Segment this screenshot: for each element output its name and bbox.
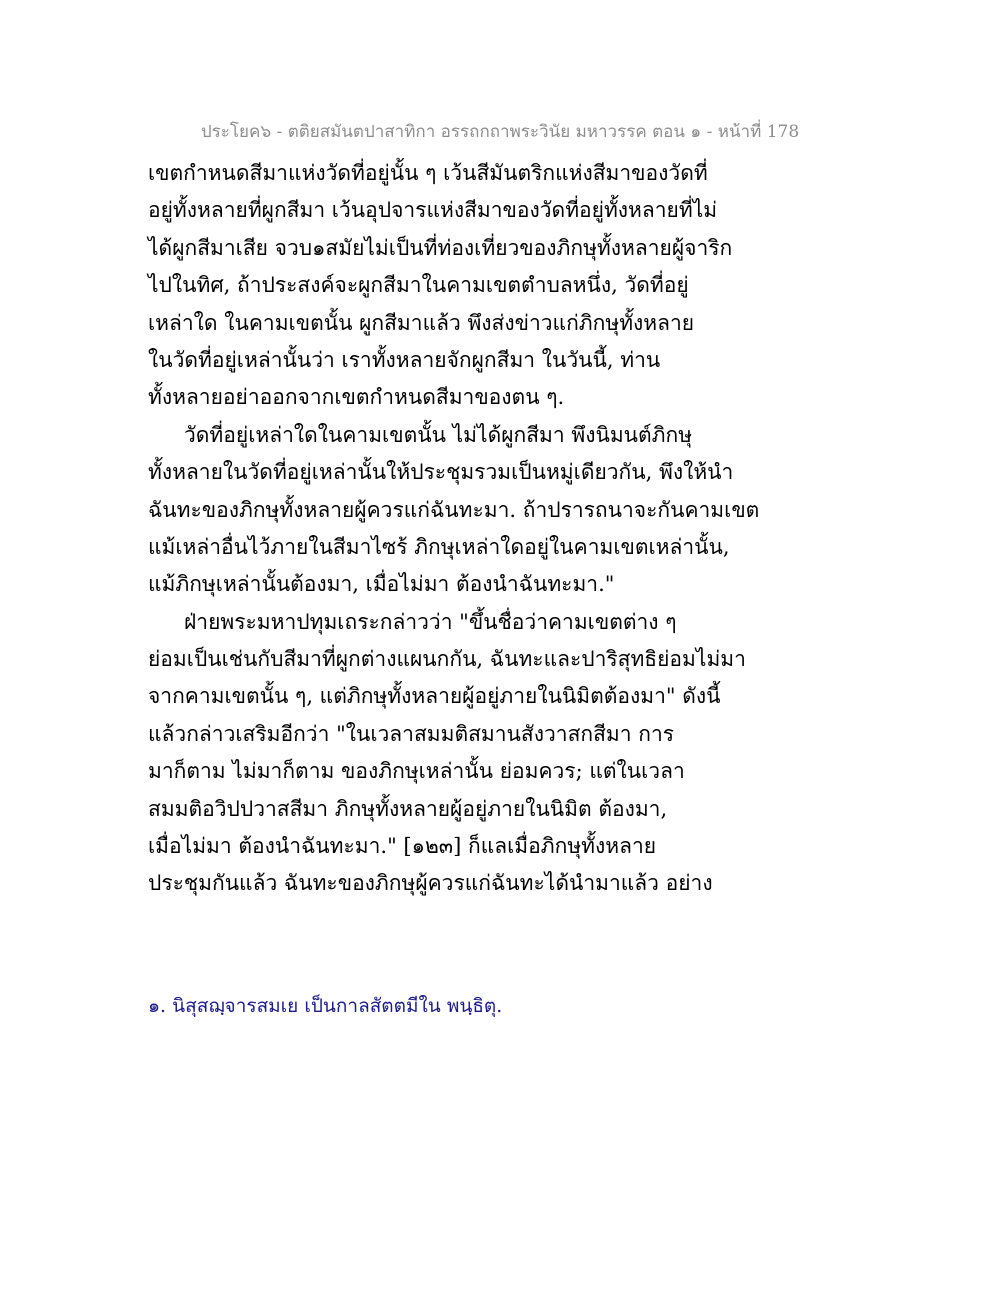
text-line: อยู่ทั้งหลายที่ผูกสีมา เว้นอุปจารแห่งสีมาของวัดที่อยู่ทั้งหลายที่ไม่ xyxy=(148,198,718,223)
body-text xyxy=(148,155,760,903)
footnote: ๑. นิสุสฌฺจารสมเย เป็นกาลสัตตมีใน พนฺธิตุ. xyxy=(148,995,503,1017)
text-line: ได้ผูกสีมาเสีย จวบ๑สมัยไม่เป็นที่ท่องเที่ยวของภิกษุทั้งหลายผู้จาริก xyxy=(148,235,733,260)
running-header xyxy=(0,118,1000,145)
text-line: ย่อมเป็นเช่นกับสีมาที่ผูกต่างแผนกกัน, ฉันทะและปาริสุทธิย่อมไม่มา xyxy=(148,647,746,672)
text-line: ประชุมกันแล้ว ฉันทะของภิกษุผู้ควรแก่ฉันทะได้นำมาแล้ว อย่าง xyxy=(148,871,713,896)
text-line: สมมติอวิปปวาสสีมา ภิกษุทั้งหลายผู้อยู่ภายในนิมิต ต้องมา, xyxy=(148,796,668,821)
text-line: แม้เหล่าอื่นไว้ภายในสีมาไซร้ ภิกษุเหล่าใดอยู่ในคามเขตเหล่านั้น, xyxy=(148,534,730,559)
paragraph-first-line: ฝ่ายพระมหาปทุมเถระกล่าวว่า "ขึ้นชื่อว่าคามเขตต่าง ๆ xyxy=(184,609,677,634)
text-line: เหล่าใด ในคามเขตนั้น ผูกสีมาแล้ว พึงส่งข่าวแก่ภิกษุทั้งหลาย xyxy=(148,310,695,335)
running-title: ประโยค๖ - ตติยสมันตปาสาทิกา อรรถกถาพระวินัย มหาวรรค ตอน ๑ - หน้าที่ 178 xyxy=(200,122,800,142)
text-line: ในวัดที่อยู่เหล่านั้นว่า เราทั้งหลายจักผูกสีมา ในวันนี้, ท่าน xyxy=(148,347,661,372)
text-line: ไปในทิศ, ถ้าประสงค์จะผูกสีมาในคามเขตตำบลหนึ่ง, วัดที่อยู่ xyxy=(148,273,689,298)
text-line: ทั้งหลายในวัดที่อยู่เหล่านั้นให้ประชุมรวมเป็นหมู่เดียวกัน, พึงให้นำ xyxy=(148,460,734,485)
text-line: จากคามเขตนั้น ๆ, แต่ภิกษุทั้งหลายผู้อยู่ภายในนิมิตต้องมา" ดังนี้ xyxy=(148,684,721,709)
text-line: แม้ภิกษุเหล่านั้นต้องมา, เมื่อไม่มา ต้องนำฉันทะมา." xyxy=(148,572,615,597)
text-line: เขตกำหนดสีมาแห่งวัดที่อยู่นั้น ๆ เว้นสีมันตริกแห่งสีมาของวัดที่ xyxy=(148,161,708,185)
text-line: ทั้งหลายอย่าออกจากเขตกำหนดสีมาของตน ๆ. xyxy=(148,385,565,410)
paragraph-first-line: วัดที่อยู่เหล่าใดในคามเขตนั้น ไม่ได้ผูกสีมา พึงนิมนต์ภิกษุ xyxy=(184,422,693,447)
text-line: เมื่อไม่มา ต้องนำฉันทะมา." [๑๒๓] ก็แลเมื่อภิกษุทั้งหลาย xyxy=(148,834,657,859)
text-line: มาก็ตาม ไม่มาก็ตาม ของภิกษุเหล่านั้น ย่อมควร; แต่ในเวลา xyxy=(148,759,685,784)
text-line: แล้วกล่าวเสริมอีกว่า "ในเวลาสมมติสมานสังวาสกสีมา การ xyxy=(148,721,675,746)
text-line: ฉันทะของภิกษุทั้งหลายผู้ควรแก่ฉันทะมา. ถ้าปรารถนาจะกันคามเขต xyxy=(148,497,760,522)
